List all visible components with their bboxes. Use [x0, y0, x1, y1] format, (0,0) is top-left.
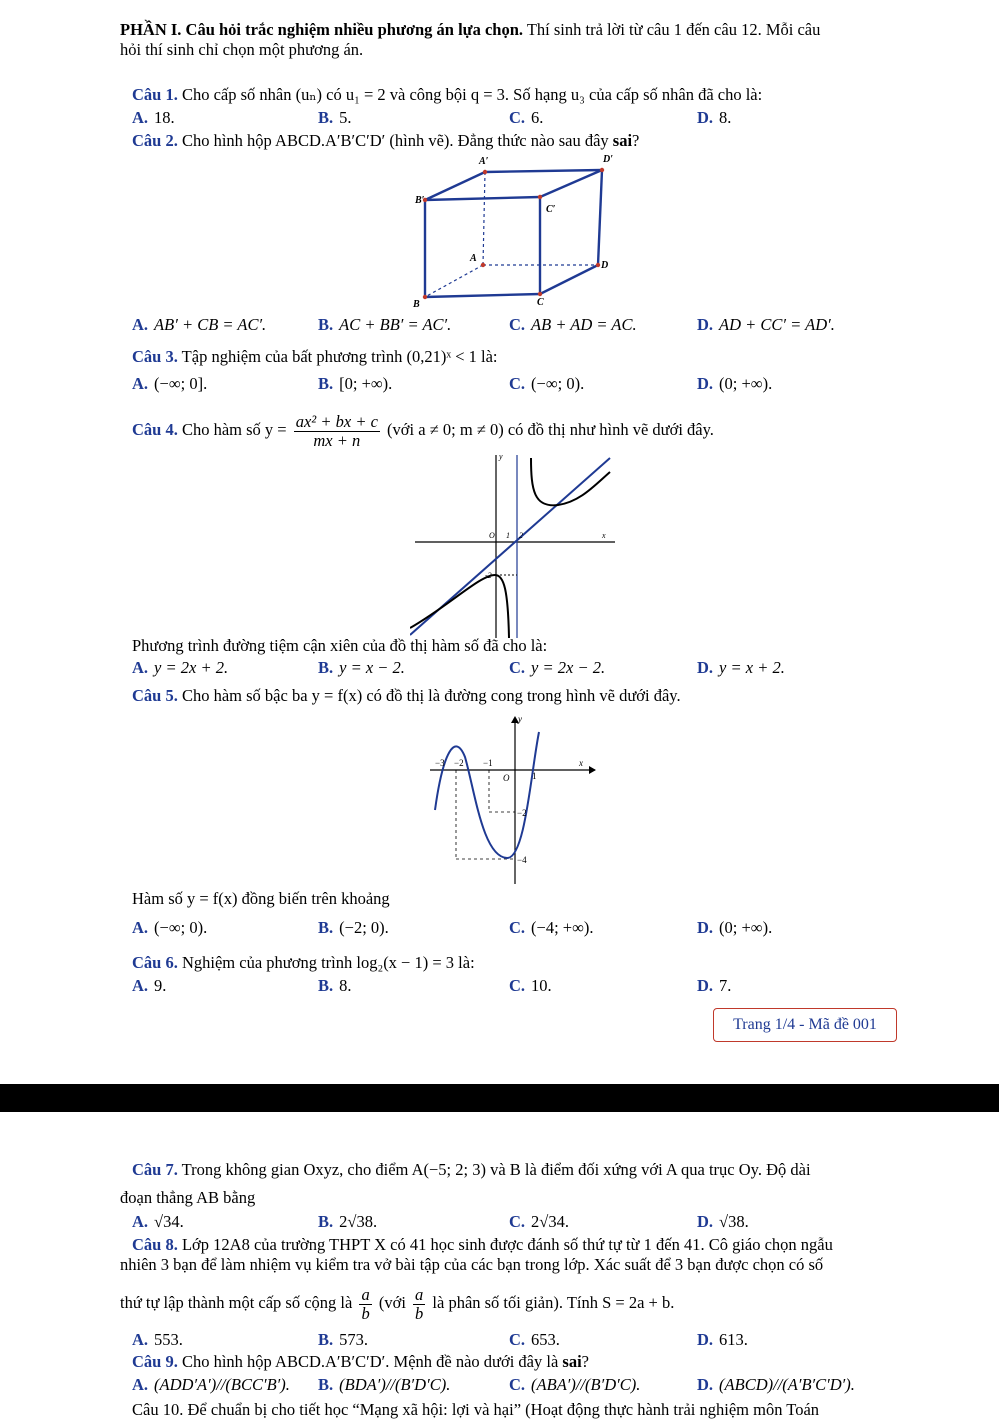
- q6-option-a[interactable]: A. 9.: [132, 976, 167, 995]
- q8-option-d[interactable]: D. 613.: [697, 1330, 748, 1349]
- q7-option-b[interactable]: B. 2√38.: [318, 1212, 378, 1231]
- q5-option-b[interactable]: B. (−2; 0).: [318, 918, 389, 937]
- q7-label: Câu 7.: [132, 1160, 178, 1179]
- q4-post: (với a ≠ 0; m ≠ 0) có đồ thị như hình vẽ dưới đây.: [387, 420, 714, 439]
- svg-text:C: C: [537, 297, 544, 308]
- q9-option-d[interactable]: D. (ABCD)//(A′B′C′D′).: [697, 1375, 855, 1394]
- q8-label: Câu 8.: [132, 1235, 178, 1254]
- section-instruction-2: hỏi thí sinh chỉ chọn một phương án.: [120, 40, 364, 59]
- q6-option-c[interactable]: C. 10.: [509, 976, 552, 995]
- question-1: [132, 85, 762, 105]
- q4-option-b[interactable]: B. y = x − 2.: [318, 658, 405, 677]
- q4-option-c[interactable]: C. y = 2x − 2.: [509, 658, 606, 677]
- q9-option-b[interactable]: B. (BDA′)//(B′D′C).: [318, 1375, 451, 1394]
- q5-label: Câu 5.: [132, 686, 178, 705]
- q2-label: Câu 2.: [132, 131, 178, 150]
- q4-option-d[interactable]: D. y = x + 2.: [697, 658, 785, 677]
- q7-text-2: đoạn thẳng AB bằng: [120, 1188, 256, 1207]
- page-separator: [0, 1084, 999, 1112]
- q5-option-c[interactable]: C. (−4; +∞).: [509, 918, 594, 937]
- rational-function-graph: [410, 450, 620, 640]
- page-footer: Trang 1/4 - Mã đề 001: [713, 1008, 897, 1042]
- q1-text: Cho cấp số nhân (uₙ) có u₁ = 2 và công bội q = 3. Số hạng u₃ của cấp số nhân đã cho là:: [181, 85, 763, 104]
- svg-text:-2: -2: [485, 571, 492, 580]
- svg-text:D: D: [601, 260, 609, 271]
- q1-label: Câu 1.: [132, 85, 178, 104]
- svg-text:2: 2: [519, 531, 523, 540]
- svg-text:C′: C′: [546, 204, 556, 215]
- cubic-function-graph: [425, 712, 600, 887]
- q2-option-c[interactable]: C. AB + AD = AC.: [509, 315, 637, 334]
- question-7: [132, 1160, 811, 1180]
- q1-option-a[interactable]: A. 18.: [132, 108, 175, 127]
- q1-option-c[interactable]: C. 6.: [509, 108, 544, 127]
- q3-option-c[interactable]: C. (−∞; 0).: [509, 374, 585, 393]
- q6-option-d[interactable]: D. 7.: [697, 976, 732, 995]
- q2-option-b[interactable]: B. AC + BB′ = AC′.: [318, 315, 452, 334]
- q8-option-a[interactable]: A. 553.: [132, 1330, 183, 1349]
- q7-text: Trong không gian Oxyz, cho điểm A(−5; 2; 3) và B là điểm đối xứng với A qua trục Oy. Độ dài: [181, 1160, 811, 1179]
- section-instruction: Thí sinh trả lời từ câu 1 đến câu 12. Mỗi câu: [526, 20, 821, 39]
- q6-text: Nghiệm của phương trình log₂(x − 1) = 3 là:: [181, 953, 475, 972]
- svg-text:x: x: [602, 531, 606, 540]
- q4-option-a[interactable]: A. y = 2x + 2.: [132, 658, 229, 677]
- q2-text: Cho hình hộp ABCD.A′B′C′D′ (hình vẽ). Đẳng thức nào sau đây: [181, 131, 613, 150]
- q9-label: Câu 9.: [132, 1352, 178, 1371]
- q8-option-b[interactable]: B. 573.: [318, 1330, 369, 1349]
- q3-option-b[interactable]: B. [0; +∞).: [318, 374, 393, 393]
- question-10-partial: Câu 10. Để chuẩn bị cho tiết học “Mạng xã hội: lợi và hại” (Hoạt động thực hành trải nghiệm môn Toán: [132, 1400, 820, 1419]
- svg-text:B: B: [413, 299, 420, 310]
- svg-text:B′: B′: [415, 195, 425, 206]
- question-4: [132, 408, 714, 452]
- question-8: [132, 1235, 833, 1255]
- q6-label: Câu 6.: [132, 953, 178, 972]
- svg-text:y: y: [518, 714, 522, 724]
- q2-emph: sai: [612, 131, 633, 150]
- q7-option-a[interactable]: A. √34.: [132, 1212, 184, 1231]
- svg-text:−1: −1: [483, 758, 493, 768]
- section-title: PHẦN I. Câu hỏi trắc nghiệm nhiều phương án lựa chọn.: [120, 20, 524, 39]
- svg-text:1: 1: [532, 771, 537, 781]
- q6-option-b[interactable]: B. 8.: [318, 976, 352, 995]
- section-heading: [120, 20, 820, 40]
- q3-text: Tập nghiệm của bất phương trình (0,21)ˣ < 1 là:: [181, 347, 498, 366]
- parallelepiped-figure: [400, 150, 640, 310]
- q5-option-d[interactable]: D. (0; +∞).: [697, 918, 773, 937]
- svg-text:y: y: [499, 452, 503, 461]
- q3-option-d[interactable]: D. (0; +∞).: [697, 374, 773, 393]
- q5-text: Cho hàm số bậc ba y = f(x) có đồ thị là đường cong trong hình vẽ dưới đây.: [181, 686, 681, 705]
- q9-text: Cho hình hộp ABCD.A′B′C′D′. Mệnh đề nào dưới đây là: [181, 1352, 563, 1371]
- svg-text:1: 1: [506, 531, 510, 540]
- question-2: Câu 2. Cho hình hộp ABCD.A′B′C′D′ (hình vẽ). Đẳng thức nào sau đây sai?: [132, 131, 640, 150]
- svg-text:A′: A′: [479, 156, 489, 167]
- svg-text:−3: −3: [435, 758, 445, 768]
- question-9: Câu 9. Cho hình hộp ABCD.A′B′C′D′. Mệnh đề nào dưới đây là sai?: [132, 1352, 589, 1371]
- q9-option-a[interactable]: A. (ADD′A′)//(BCC′B′).: [132, 1375, 290, 1394]
- q4-label: Câu 4.: [132, 420, 178, 439]
- q1-option-b[interactable]: B. 5.: [318, 108, 352, 127]
- question-3: [132, 347, 498, 367]
- q8-option-c[interactable]: C. 653.: [509, 1330, 560, 1349]
- q9-option-c[interactable]: C. (ABA′)//(B′D′C).: [509, 1375, 641, 1394]
- q7-option-c[interactable]: C. 2√34.: [509, 1212, 569, 1231]
- question-6: [132, 953, 475, 973]
- q5-option-a[interactable]: A. (−∞; 0).: [132, 918, 208, 937]
- svg-text:x: x: [579, 758, 583, 768]
- q2-option-a[interactable]: A. AB′ + CB = AC′.: [132, 315, 267, 334]
- svg-text:O: O: [489, 531, 495, 540]
- q2-option-d[interactable]: D. AD + CC′ = AD′.: [697, 315, 835, 334]
- svg-text:−2: −2: [517, 808, 527, 818]
- q7-option-d[interactable]: D. √38.: [697, 1212, 749, 1231]
- q4-pre: Cho hàm số y =: [181, 420, 287, 439]
- q3-label: Câu 3.: [132, 347, 178, 366]
- svg-text:−4: −4: [517, 855, 527, 865]
- q4-question: Phương trình đường tiệm cận xiên của đồ thị hàm số đã cho là:: [132, 636, 548, 655]
- q4-fraction: $\frac{\text{ax² + bx + c}}{mx + n}$: [295, 411, 378, 450]
- q3-option-a[interactable]: A. (−∞; 0].: [132, 374, 208, 393]
- question-5: [132, 686, 681, 706]
- svg-text:A: A: [470, 253, 477, 264]
- q1-option-d[interactable]: D. 8.: [697, 108, 732, 127]
- exam-page-2: [0, 1112, 999, 1419]
- svg-text:−2: −2: [454, 758, 464, 768]
- svg-text:D′: D′: [603, 154, 614, 165]
- q8-text-2: nhiên 3 bạn để làm nhiệm vụ kiểm tra vở bài tập của các bạn trong lớp. Xác suất để 3 bạn được chọn có số: [120, 1255, 824, 1274]
- q8-text: Lớp 12A8 của trường THPT X có 41 học sinh được đánh số thứ tự từ 1 đến 41. Cô giáo chọn ngẫu: [181, 1235, 833, 1254]
- q8-text-3: thứ tự lập thành một cấp số cộng là $\frac{a}{b}$ (với $\frac{a}{b}$ là phân số tối giản). Tính S = 2a + b.: [120, 1284, 675, 1323]
- q5-question: Hàm số y = f(x) đồng biến trên khoảng: [132, 889, 390, 908]
- svg-text:O: O: [503, 773, 510, 783]
